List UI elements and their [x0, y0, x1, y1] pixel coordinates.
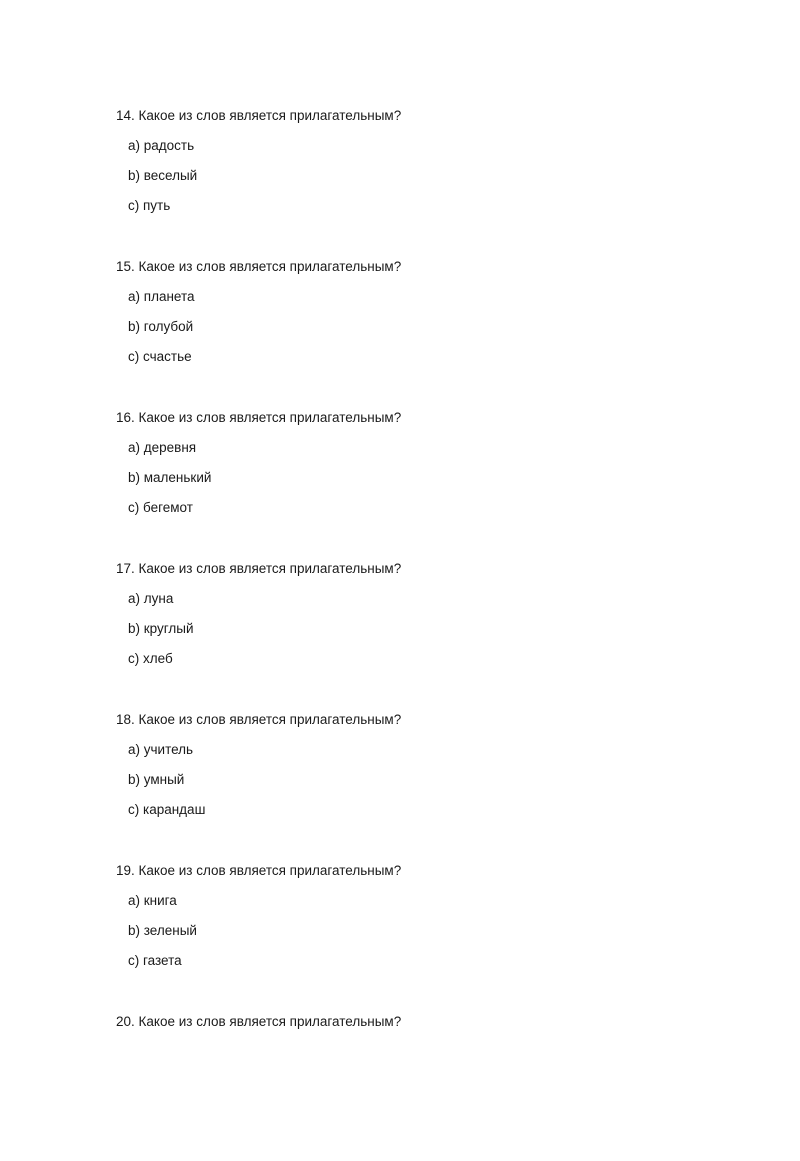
option-b: b) умный: [128, 772, 185, 787]
question-text: 15. Какое из слов является прилагательным?: [116, 259, 402, 274]
question-15: [116, 255, 756, 406]
option-a: a) деревня: [128, 440, 197, 455]
question-text: 16. Какое из слов является прилагательным?: [116, 410, 402, 425]
question-17: [116, 557, 756, 708]
option-b: b) веселый: [128, 168, 198, 183]
question-20: [116, 1010, 756, 1161]
option-a: a) книга: [128, 893, 177, 908]
option-a: a) радость: [128, 138, 195, 153]
question-text: 14. Какое из слов является прилагательным?: [116, 108, 402, 123]
option-b: b) маленький: [128, 470, 212, 485]
option-a: a) луна: [128, 591, 174, 606]
question-16: [116, 406, 756, 557]
question-14: [116, 104, 756, 255]
option-c: c) путь: [128, 198, 171, 213]
question-text: 17. Какое из слов является прилагательным?: [116, 561, 402, 576]
option-b: b) зеленый: [128, 923, 197, 938]
question-19: [116, 859, 756, 1010]
question-text: 18. Какое из слов является прилагательным?: [116, 712, 402, 727]
option-c: c) карандаш: [128, 802, 206, 817]
question-text: 20. Какое из слов является прилагательным?: [116, 1014, 402, 1029]
option-c: c) бегемот: [128, 500, 193, 515]
question-list: [116, 104, 756, 1161]
option-c: c) хлеб: [128, 651, 173, 666]
option-b: b) голубой: [128, 319, 194, 334]
option-c: c) счастье: [128, 349, 192, 364]
option-c: c) газета: [128, 953, 182, 968]
option-b: b) круглый: [128, 621, 194, 636]
question-text: 19. Какое из слов является прилагательным?: [116, 863, 402, 878]
question-18: [116, 708, 756, 859]
option-a: a) планета: [128, 289, 195, 304]
option-a: a) учитель: [128, 742, 194, 757]
